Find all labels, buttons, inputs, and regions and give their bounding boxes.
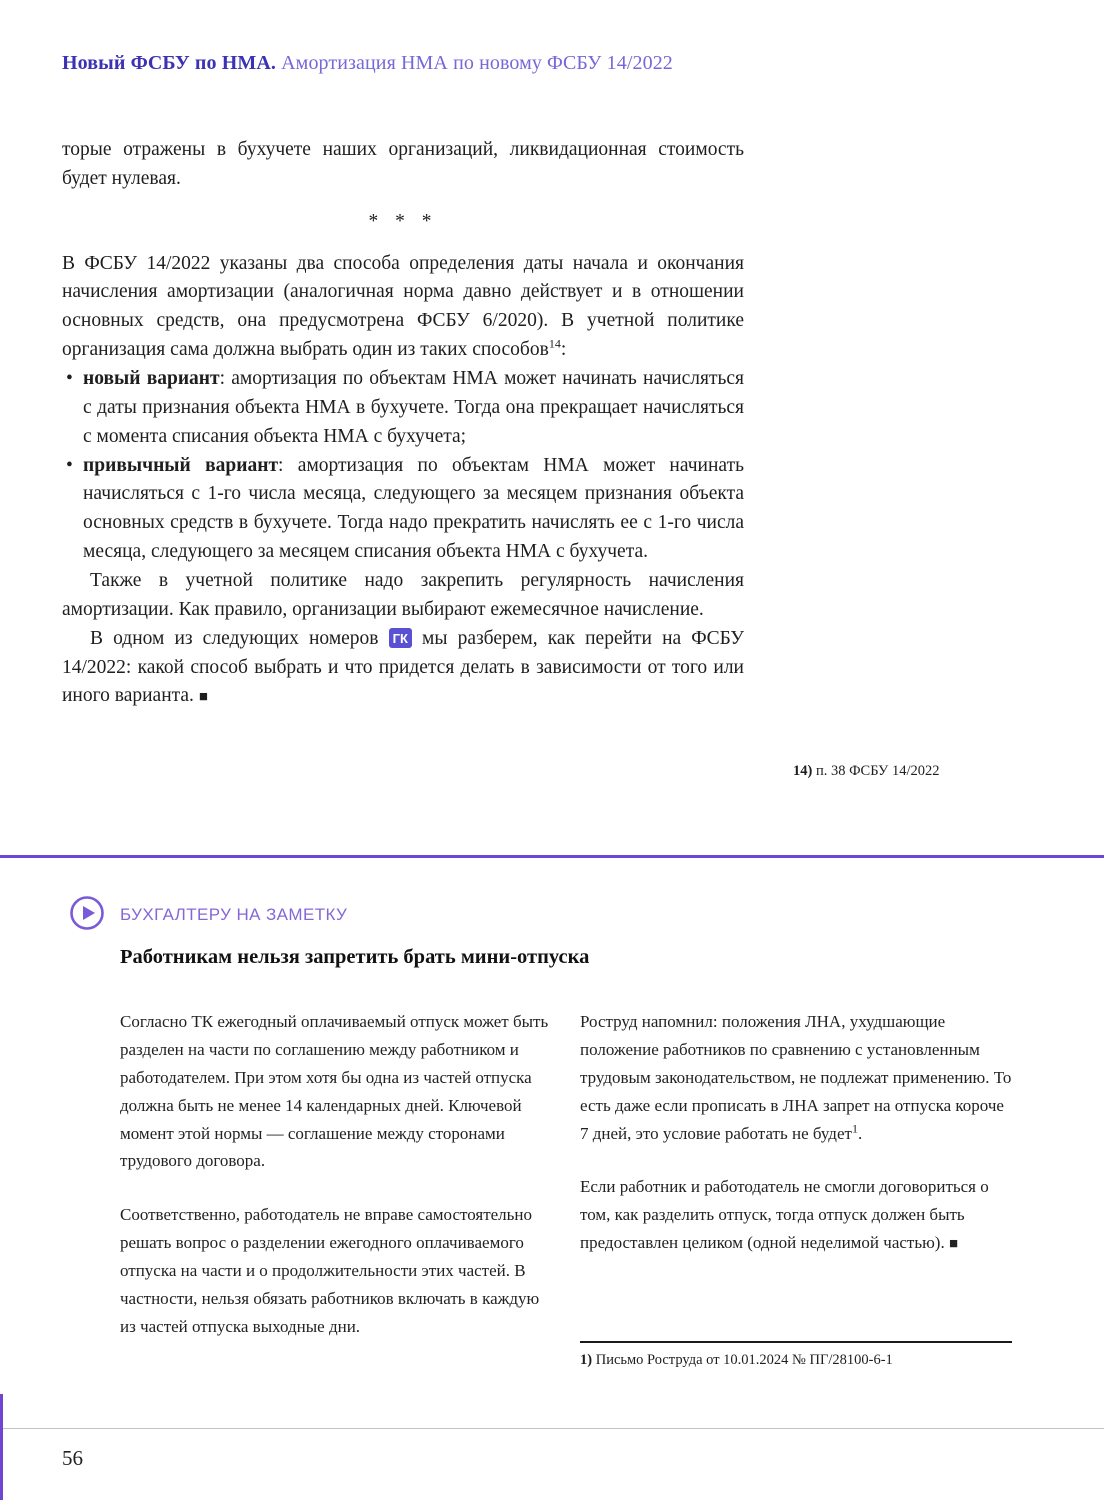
paragraph-tail: : bbox=[560, 339, 567, 361]
bullet-text: : амортизация по объектам НМА может начинать начисляться с 1-го числа месяца, следующего за месяцем признания объекта основных средств в бухучете. Тогда надо прекратить начислять ее с 1-го числа месяца, следующего за месяцем списания объекта НМА с бухучета. bbox=[83, 454, 744, 563]
footnote-ref-14: 14 bbox=[548, 336, 561, 351]
play-icon bbox=[69, 895, 105, 931]
article-title: Амортизация НМА по новому ФСБУ 14/2022 bbox=[281, 52, 673, 74]
paragraph-continuation: торые отражены в бухучете наших организаций, ликвидационная стоимость будет нулевая. bbox=[62, 139, 744, 189]
paragraph-text: В одном из следующих номеров bbox=[90, 627, 379, 649]
note-paragraph bbox=[580, 1008, 1012, 1147]
bullet-text: : амортизация по объектам НМА может начинать начисляться с даты признания объекта НМА в бухучете. Тогда она прекращает начисляться с момента списания объекта НМА с бухучета; bbox=[83, 368, 744, 447]
section-separator: * * * bbox=[368, 210, 438, 232]
note-column-right bbox=[580, 1008, 1012, 1283]
footnote-ref-1: 1 bbox=[851, 1120, 858, 1135]
list-item-usual-variant bbox=[62, 452, 744, 567]
paragraph-policy: Также в учетной политике надо закрепить регулярность начисления амортизации. Как правило, организации выбирают ежемесячное начисление. bbox=[62, 570, 744, 620]
paragraph-text: мы разберем, как перейти на ФСБУ 14/2022: какой способ выбрать и что придется делать в зависимости от того или иного варианта. bbox=[62, 627, 744, 707]
paragraph-text: Роструд напомнил: положения ЛНА, ухудшающие положение работников по сравнению с установленным трудовым законодательством, не подлежат применению. То есть даже если прописать в ЛНА запрет на отпуска короче 7 дней, это условие работать не будет bbox=[580, 1012, 1012, 1143]
note-kicker: БУХГАЛТЕРУ НА ЗАМЕТКУ bbox=[120, 905, 348, 924]
footnote-text: Письмо Роструда от 10.01.2024 № ПГ/28100-6-1 bbox=[595, 1352, 893, 1368]
article-body bbox=[62, 136, 744, 711]
rubric-title: Новый ФСБУ по НМА. bbox=[62, 52, 277, 74]
paragraph-text: Если работник и работодатель не смогли договориться о том, как разделить отпуск, тогда отпуск должен быть предоставлен целиком (одной неделимой частью). bbox=[580, 1177, 989, 1253]
left-accent-bar bbox=[0, 1394, 3, 1500]
bullet-icon: • bbox=[66, 368, 73, 390]
bullet-term: новый вариант bbox=[83, 368, 220, 390]
note-title: Работникам нельзя запретить брать мини-отпуска bbox=[120, 946, 590, 968]
page-header bbox=[62, 52, 673, 75]
paragraph-tail: . bbox=[857, 1123, 863, 1143]
footnote-number: 1) bbox=[580, 1352, 593, 1368]
bullet-list bbox=[62, 365, 744, 567]
end-of-note-mark: ■ bbox=[948, 1236, 959, 1253]
bullet-icon: • bbox=[66, 454, 73, 476]
note-section bbox=[0, 855, 1104, 1433]
note-paragraph: Согласно ТК ежегодный оплачиваемый отпуск может быть разделен на части по соглашению между работником и работодателем. При этом хотя бы одна из частей отпуска должна быть не менее 14 календарных дней. Ключевой момент этой нормы — соглашение между сторонами трудового договора. bbox=[120, 1012, 549, 1171]
footnote-number: 14) bbox=[793, 763, 813, 779]
gk-logo-badge: ГК bbox=[389, 628, 412, 648]
page-number: 56 bbox=[62, 1446, 83, 1470]
note-footnote bbox=[580, 1341, 1012, 1369]
note-paragraph: Соответственно, работодатель не вправе самостоятельно решать вопрос о разделении ежегодного оплачиваемого отпуска на части и о продолжительности этих частей. В частности, нельзя обязать работников включать в каждую из частей отпуска выходные дни. bbox=[120, 1205, 540, 1336]
paragraph-next-issue bbox=[62, 625, 744, 712]
end-of-article-mark: ■ bbox=[198, 689, 208, 706]
paragraph-text: В ФСБУ 14/2022 указаны два способа определения даты начала и окончания начисления амортизации (аналогичная норма давно действует и в отношении основных средств, она предусмотрена ФСБУ 6/2020). В учетной политике организация сама должна выбрать один из таких способов bbox=[62, 252, 744, 361]
footnote-text: п. 38 ФСБУ 14/2022 bbox=[815, 763, 940, 779]
bullet-term: привычный вариант bbox=[83, 454, 279, 476]
footer-divider bbox=[0, 1428, 1104, 1429]
note-column-left bbox=[120, 1008, 552, 1367]
paragraph-intro bbox=[62, 250, 744, 365]
margin-footnote bbox=[793, 762, 1053, 782]
note-paragraph bbox=[580, 1173, 1012, 1257]
list-item-new-variant bbox=[62, 365, 744, 452]
